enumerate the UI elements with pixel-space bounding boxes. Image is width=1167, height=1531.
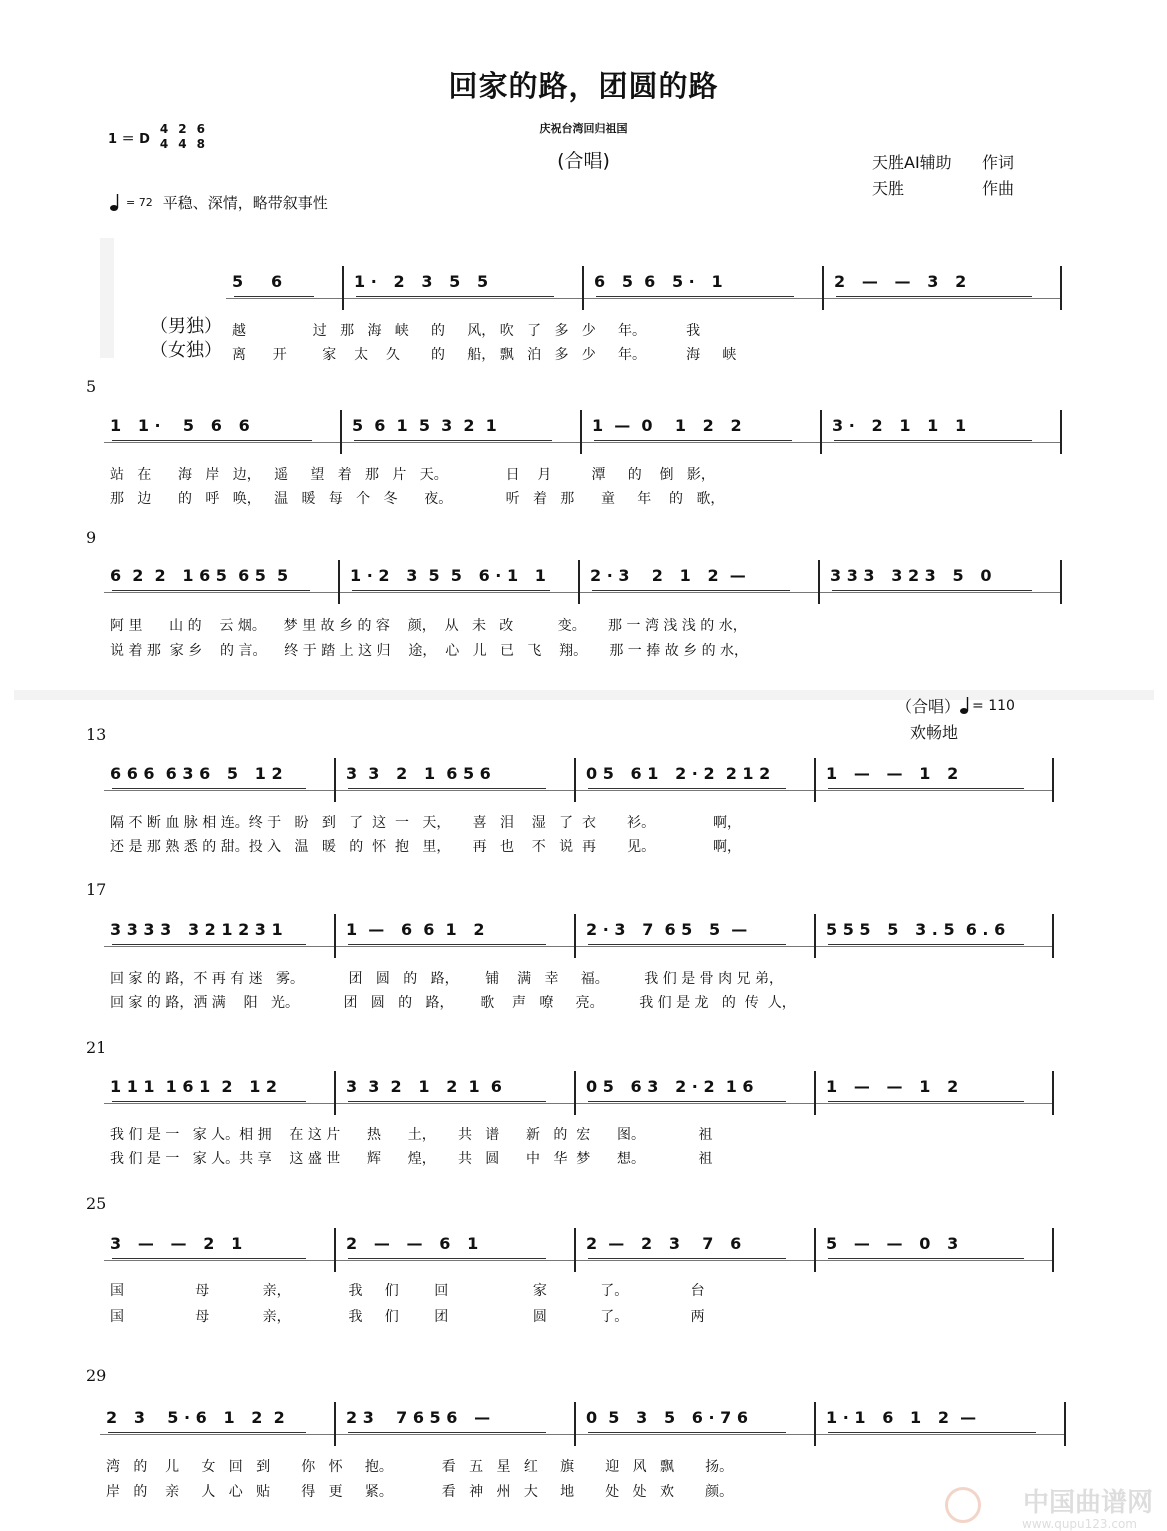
beam-line <box>592 590 790 591</box>
system-number: 25 <box>86 1194 107 1213</box>
beam-line <box>108 1432 306 1433</box>
lyric-line-1: 国 母 亲， 我 们 回 家 了。 台 <box>110 1283 705 1299</box>
barline <box>578 560 580 604</box>
staff-line <box>104 946 1052 947</box>
barline <box>582 266 584 310</box>
measure-notes: 3 3 2 1 2 1 6 <box>346 1077 502 1096</box>
expression-text: 平稳、深情，略带叙事性 <box>162 194 328 212</box>
role-female-solo: （女独） <box>150 340 222 361</box>
watermark-text: 中国曲谱网 <box>1022 1488 1153 1518</box>
system-number: 5 <box>86 377 97 396</box>
barline <box>342 266 344 310</box>
barline <box>814 914 816 958</box>
staff-line <box>104 1103 1052 1104</box>
barline <box>814 1228 816 1272</box>
lyric-line-1: 回 家 的 路，不 再 有 迷 雾。 团 圆 的 路， 铺 满 幸 福。 我 们 是 骨 肉 兄 弟， <box>110 971 784 987</box>
role-male-solo: （男独） <box>150 316 222 337</box>
beam-line <box>348 1101 546 1102</box>
subtitle: 庆祝台湾回归祖国 <box>539 122 628 135</box>
staff-line <box>104 592 1060 593</box>
barline <box>1060 266 1062 310</box>
beam-line <box>348 1258 546 1259</box>
lyric-line-2: 我 们 是 一 家 人。共 享 这 盛 世 辉 煌， 共 圆 中 华 梦 想。 祖 <box>110 1151 713 1167</box>
lyric-line-2: 岸 的 亲 人 心 贴 得 更 紧。 看 神 州 大 地 处 处 欢 颜。 <box>106 1484 734 1500</box>
measure-notes: 2 3 5 · 6 1 2 2 <box>106 1408 285 1427</box>
measure-notes: 5 5 5 5 3 . 5 6 . 6 <box>826 920 1006 939</box>
lyric-line-1: 隔 不 断 血 脉 相 连。终 于 盼 到 了 这 一 天， 喜 泪 湿 了 衣 衫。 啊， <box>110 815 742 831</box>
measure-notes: 6 5 6 5 · 1 <box>594 272 723 291</box>
lyric-line-2: 国 母 亲， 我 们 团 圆 了。 两 <box>110 1309 705 1325</box>
barline <box>814 1071 816 1115</box>
beam-line <box>836 296 1032 297</box>
staff-line <box>226 298 1060 299</box>
beam-line <box>354 440 552 441</box>
barline <box>334 1071 336 1115</box>
beam-line <box>828 1101 1024 1102</box>
quarter-note-icon <box>960 696 972 716</box>
barline <box>334 1228 336 1272</box>
barline <box>334 914 336 958</box>
barline <box>334 758 336 802</box>
watermark-logo-icon <box>945 1487 981 1523</box>
beam-line <box>828 944 1024 945</box>
beam-line <box>348 944 546 945</box>
staff-line <box>104 442 1060 443</box>
barline <box>1060 410 1062 454</box>
measure-notes: 2 · 3 2 1 2 — <box>590 566 746 585</box>
system-number: 21 <box>86 1038 107 1057</box>
lyric-line-2: 回 家 的 路，洒 满 阳 光。 团 圆 的 路， 歌 声 嘹 亮。 我 们 是 龙 的 传 人， <box>110 995 796 1011</box>
lyric-line-1: 我 们 是 一 家 人。相 拥 在 这 片 热 土， 共 谱 新 的 宏 图。 祖 <box>110 1127 713 1143</box>
tempo-marking <box>110 192 328 213</box>
measure-notes: 3 — — 2 1 <box>110 1234 243 1253</box>
barline <box>574 1402 576 1446</box>
measure-notes: 5 — — 0 3 <box>826 1234 959 1253</box>
lyric-line-1: 越 过 那 海 峡 的 风， 吹 了 多 少 年。 我 <box>232 323 701 339</box>
scan-shade <box>100 238 114 358</box>
beam-line <box>112 440 312 441</box>
watermark-url: www.qupu123.com <box>1022 1517 1137 1531</box>
measure-notes: 1 — 6 6 1 2 <box>346 920 485 939</box>
staff-line <box>104 1260 1052 1261</box>
beam-line <box>596 296 794 297</box>
beam-line <box>348 788 546 789</box>
time-signature-2: 2 4 <box>178 122 187 151</box>
measure-notes: 6 2 2 1 6 5 6 5 5 <box>110 566 289 585</box>
measure-notes: 1 — 0 1 2 2 <box>592 416 742 435</box>
barline <box>822 266 824 310</box>
staff-line <box>100 1434 1064 1435</box>
measure-notes: 0 5 6 1 2 · 2 2 1 2 <box>586 764 771 783</box>
lyric-line-1: 湾 的 儿 女 回 到 你 怀 抱。 看 五 星 红 旗 迎 风 飘 扬。 <box>106 1459 734 1475</box>
beam-line <box>588 944 786 945</box>
barline <box>1064 1402 1066 1446</box>
measure-notes: 1 1 1 1 6 1 2 1 2 <box>110 1077 278 1096</box>
performance-type: (合唱) <box>557 150 610 172</box>
barline <box>574 1228 576 1272</box>
beam-line <box>234 296 314 297</box>
lyric-line-1: 站 在 海 岸 边， 遥 望 着 那 片 天。 日 月 潭 的 倒 影， <box>110 467 715 483</box>
beam-line <box>828 788 1024 789</box>
time-signature-3: 6 8 <box>196 122 205 151</box>
measure-notes: 6 6 6 6 3 6 5 1 2 <box>110 764 283 783</box>
system-number: 13 <box>86 725 107 744</box>
system-number: 17 <box>86 880 107 899</box>
composer-name: 天胜 <box>872 179 905 198</box>
time-signature-1: 4 4 <box>159 122 169 151</box>
measure-notes: 2 — — 6 1 <box>346 1234 479 1253</box>
lyric-line-2: 还 是 那 熟 悉 的 甜。投 入 温 暖 的 怀 抱 里， 再 也 不 说 再 见。 啊， <box>110 839 742 855</box>
beam-line <box>348 1432 546 1433</box>
measure-notes: 2 — 2 3 7 6 <box>586 1234 742 1253</box>
beam-line <box>112 1101 306 1102</box>
lyricist-role: 作词 <box>982 153 1015 172</box>
measure-notes: 5 6 <box>232 272 283 291</box>
section-change <box>896 694 1015 717</box>
tempo-value: = 72 <box>126 196 153 209</box>
section-expression: 欢畅地 <box>910 723 959 742</box>
barline <box>1060 560 1062 604</box>
beam-line <box>356 296 554 297</box>
measure-notes: 2 3 7 6 5 6 — <box>346 1408 491 1427</box>
barline <box>1052 758 1054 802</box>
barline <box>574 758 576 802</box>
measure-notes: 5 6 1 5 3 2 1 <box>352 416 497 435</box>
measure-notes: 0 5 6 3 2 · 2 1 6 <box>586 1077 754 1096</box>
key-label: 1 ＝ D <box>108 131 150 147</box>
barline <box>334 1402 336 1446</box>
measure-notes: 0 5 3 5 6 · 7 6 <box>586 1408 748 1427</box>
measure-notes: 3 3 3 3 2 3 5 0 <box>830 566 992 585</box>
measure-notes: 1 — — 1 2 <box>826 1077 959 1096</box>
measure-notes: 3 3 3 3 3 2 1 2 3 1 <box>110 920 283 939</box>
barline <box>820 410 822 454</box>
beam-line <box>828 1258 1024 1259</box>
composer-role: 作曲 <box>982 179 1015 198</box>
measure-notes: 3 · 2 1 1 1 <box>832 416 967 435</box>
song-title: 回家的路，团圆的路 <box>448 69 719 103</box>
beam-line <box>112 788 306 789</box>
measure-notes: 2 · 3 7 6 5 5 — <box>586 920 748 939</box>
system-number: 9 <box>86 528 97 547</box>
lyric-line-2: 说 着 那 家 乡 的 言。 终 于 踏 上 这 归 途， 心 儿 已 飞 翔。 那 一 捧 故 乡 的 水， <box>110 643 749 659</box>
beam-line <box>588 788 786 789</box>
barline <box>1052 1228 1054 1272</box>
beam-line <box>832 590 1032 591</box>
lyric-line-2: 离 开 家 太 久 的 船， 飘 泊 多 少 年。 海 峡 <box>232 347 737 363</box>
measure-notes: 1 — — 1 2 <box>826 764 959 783</box>
barline <box>814 758 816 802</box>
beam-line <box>112 590 310 591</box>
barline <box>338 560 340 604</box>
measure-notes: 2 — — 3 2 <box>834 272 967 291</box>
system-number: 29 <box>86 1366 107 1385</box>
beam-line <box>828 1432 1036 1433</box>
beam-line <box>352 590 550 591</box>
measure-notes: 1 · 1 6 1 2 — <box>826 1408 977 1427</box>
staff-line <box>104 790 1052 791</box>
beam-line <box>588 1258 786 1259</box>
beam-line <box>588 1101 786 1102</box>
barline <box>574 914 576 958</box>
barline <box>818 560 820 604</box>
beam-line <box>112 1258 306 1259</box>
beam-line <box>834 440 1032 441</box>
barline <box>814 1402 816 1446</box>
measure-notes: 3 3 2 1 6 5 6 <box>346 764 491 783</box>
beam-line <box>112 944 306 945</box>
section-chorus-label: （合唱） <box>896 697 961 716</box>
barline <box>1052 1071 1054 1115</box>
barline <box>574 1071 576 1115</box>
section-tempo: = 110 <box>972 697 1015 714</box>
barline <box>1052 914 1054 958</box>
barline <box>340 410 342 454</box>
quarter-note-icon <box>110 193 122 213</box>
lyric-line-2: 那 边 的 呼 唤， 温 暖 每 个 冬 夜。 听 着 那 童 年 的 歌， <box>110 491 725 507</box>
lyricist-name: 天胜AI辅助 <box>872 153 952 172</box>
lyric-line-1: 阿 里 山 的 云 烟。 梦 里 故 乡 的 容 颜， 从 未 改 变。 那 一 湾 浅 浅 的 水， <box>110 618 747 634</box>
measure-notes: 1 1 · 5 6 6 <box>110 416 250 435</box>
measure-notes: 1 · 2 3 5 5 <box>354 272 489 291</box>
measure-notes: 1 · 2 3 5 5 6 · 1 1 <box>350 566 546 585</box>
beam-line <box>594 440 792 441</box>
beam-line <box>588 1432 786 1433</box>
barline <box>580 410 582 454</box>
